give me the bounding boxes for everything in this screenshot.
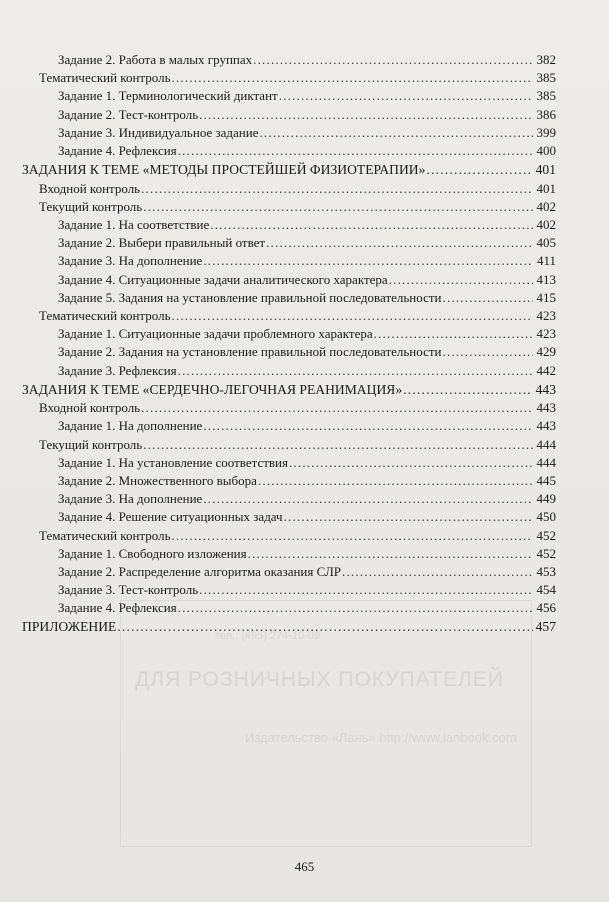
show-through-mark: Издательство «Лань» http://www.lanbook.com (245, 730, 517, 745)
toc-entry-page: 443 (536, 400, 556, 416)
toc-dot-leader (284, 508, 533, 526)
toc-entry-page: 452 (536, 527, 556, 543)
toc-entry (22, 599, 556, 617)
toc-entry-page: 385 (536, 88, 556, 104)
toc-dot-leader (342, 563, 533, 581)
show-through-mark: ДЛЯ РОЗНИЧНЫХ ПОКУПАТЕЛЕЙ (135, 668, 504, 691)
page-number: 465 (294, 859, 315, 874)
toc-entry-title: Тематический контроль (39, 307, 171, 323)
toc-subsection (22, 69, 556, 87)
toc-entry-page: 411 (536, 253, 556, 269)
toc-entry-page: 443 (536, 418, 556, 434)
toc-dot-leader (199, 581, 533, 599)
toc-entry-title: ЗАДАНИЯ К ТЕМЕ «МЕТОДЫ ПРОСТЕЙШЕЙ ФИЗИОТЕРАПИИ» (22, 162, 426, 178)
toc-entry-title: Задание 4. Рефлексия (58, 600, 177, 616)
toc-entry-page: 453 (536, 563, 556, 579)
toc-entry-title: Задание 1. Терминологический диктант (58, 88, 278, 104)
toc-entry (22, 271, 556, 289)
toc-entry-title: Текущий контроль (39, 198, 143, 214)
toc-entry-title: Задание 2. Выбери правильный ответ (58, 235, 266, 251)
toc-entry-title: Задание 2. Работа в малых группах (58, 52, 253, 67)
toc-entry-page: 442 (536, 362, 556, 378)
toc-entry (22, 106, 556, 124)
toc-dot-leader (143, 198, 533, 216)
toc-entry-title: Задание 5. Задания на установление правильной последовательности (58, 289, 442, 305)
toc-entry-title: Входной контроль (39, 400, 141, 416)
toc-entry-page: 401 (536, 180, 556, 196)
toc-dot-leader (172, 527, 533, 545)
toc-entry-page: 402 (536, 198, 556, 214)
toc-entry (22, 124, 556, 142)
toc-dot-leader (258, 472, 533, 490)
toc-entry-title: Задание 3. На дополнение (58, 253, 203, 269)
toc-entry-page: 457 (535, 619, 556, 635)
table-of-contents (22, 51, 556, 637)
toc-entry-title: Тематический контроль (39, 70, 171, 86)
toc-entry-page: 413 (536, 271, 556, 287)
toc-entry (22, 417, 556, 435)
toc-entry-title: Задание 1. На соответствие (58, 217, 210, 232)
toc-entry (22, 472, 556, 490)
toc-dot-leader (178, 362, 533, 380)
toc-dot-leader (143, 436, 533, 454)
toc-entry (22, 454, 556, 472)
toc-entry-page: 400 (536, 142, 556, 158)
toc-entry-page: 405 (536, 235, 556, 251)
toc-entry-title: Задание 4. Ситуационные задачи аналитического характера (58, 271, 388, 287)
toc-entry (22, 87, 556, 105)
toc-entry-page: 402 (536, 217, 556, 232)
toc-entry-page: 449 (536, 491, 556, 507)
toc-entry (22, 289, 556, 307)
toc-dot-leader (374, 325, 533, 343)
toc-entry (22, 142, 556, 160)
toc-entry (22, 490, 556, 508)
toc-entry-page: 385 (536, 70, 556, 86)
toc-entry (22, 508, 556, 526)
toc-dot-leader (266, 234, 533, 252)
toc-entry-page: 415 (536, 289, 556, 305)
toc-dot-leader (178, 142, 533, 160)
toc-entry-page: 401 (535, 162, 556, 178)
toc-entry-page: 423 (536, 307, 556, 323)
toc-entry-title: Задание 1. На установление соответствия (58, 454, 288, 470)
toc-dot-leader (289, 454, 533, 472)
toc-entry-page: 450 (536, 509, 556, 525)
toc-entry-page: 456 (536, 600, 556, 616)
toc-entry-page: 399 (536, 124, 556, 140)
toc-dot-leader (259, 124, 533, 142)
toc-entry-title: Задание 1. Свободного изложения (58, 545, 247, 561)
toc-entry (22, 252, 556, 270)
show-through-mark: тел.: (495) 274-10-09 (215, 630, 321, 642)
toc-dot-leader (443, 289, 534, 307)
toc-section-heading (22, 380, 556, 400)
toc-entry (22, 216, 556, 234)
toc-entry-page: 454 (536, 582, 556, 598)
toc-entry-page: 452 (536, 545, 556, 561)
show-through-frame (120, 600, 532, 847)
toc-dot-leader (253, 51, 533, 69)
toc-entry-title: Задание 1. На дополнение (58, 418, 203, 434)
toc-dot-leader (210, 216, 533, 234)
toc-entry-page: 445 (536, 472, 556, 488)
toc-subsection (22, 307, 556, 325)
toc-dot-leader (203, 252, 533, 270)
toc-entry-page: 443 (535, 381, 556, 397)
toc-dot-leader (141, 399, 533, 417)
toc-entry-title: Задание 2. Распределение алгоритма оказания СЛР (58, 563, 342, 579)
toc-entry-page: 382 (536, 52, 556, 67)
toc-dot-leader (172, 69, 533, 87)
toc-subsection (22, 399, 556, 417)
toc-dot-leader (389, 271, 533, 289)
toc-dot-leader (248, 545, 533, 563)
toc-entry-title: Задание 2. Тест-контроль (58, 106, 199, 122)
toc-entry (22, 343, 556, 361)
toc-dot-leader (203, 490, 533, 508)
toc-subsection (22, 527, 556, 545)
toc-dot-leader (172, 307, 533, 325)
toc-entry-page: 444 (536, 454, 556, 470)
toc-subsection (22, 436, 556, 454)
toc-entry-title: Задание 4. Решение ситуационных задач (58, 509, 283, 525)
toc-dot-leader (141, 180, 533, 198)
toc-dot-leader (443, 343, 534, 361)
toc-dot-leader (178, 599, 533, 617)
toc-entry-page: 423 (536, 326, 556, 342)
toc-entry-page: 386 (536, 106, 556, 122)
toc-dot-leader (426, 160, 533, 180)
toc-entry-title: Задание 3. Рефлексия (58, 362, 177, 378)
toc-dot-leader (117, 617, 533, 637)
toc-dot-leader (203, 417, 533, 435)
toc-entry-title: Тематический контроль (39, 527, 171, 543)
toc-entry (22, 362, 556, 380)
toc-entry (22, 51, 556, 69)
toc-entry-title: Входной контроль (39, 180, 141, 196)
toc-entry-title: Текущий контроль (39, 436, 143, 452)
toc-entry-page: 429 (536, 344, 556, 360)
toc-entry-page: 444 (536, 436, 556, 452)
toc-entry-title: Задание 4. Рефлексия (58, 142, 177, 158)
toc-entry-title: ПРИЛОЖЕНИЕ (22, 619, 117, 635)
toc-entry-title: Задание 3. Тест-контроль (58, 582, 199, 598)
toc-section-heading (22, 617, 556, 637)
toc-entry (22, 325, 556, 343)
toc-subsection (22, 180, 556, 198)
toc-dot-leader (279, 87, 533, 105)
toc-entry (22, 234, 556, 252)
toc-entry-title: Задание 2. Задания на установление правильной последовательности (58, 344, 442, 360)
toc-entry-title: Задание 2. Множественного выбора (58, 472, 257, 488)
toc-entry-title: Задание 3. На дополнение (58, 491, 203, 507)
toc-entry (22, 581, 556, 599)
toc-dot-leader (403, 380, 533, 400)
toc-dot-leader (199, 106, 533, 124)
toc-section-heading (22, 160, 556, 180)
toc-entry (22, 563, 556, 581)
toc-entry-title: Задание 3. Индивидуальное задание (58, 124, 259, 140)
toc-entry-title: Задание 1. Ситуационные задачи проблемного характера (58, 326, 373, 342)
toc-entry-title: ЗАДАНИЯ К ТЕМЕ «СЕРДЕЧНО-ЛЕГОЧНАЯ РЕАНИМАЦИЯ» (22, 381, 403, 397)
toc-entry (22, 545, 556, 563)
toc-subsection (22, 198, 556, 216)
